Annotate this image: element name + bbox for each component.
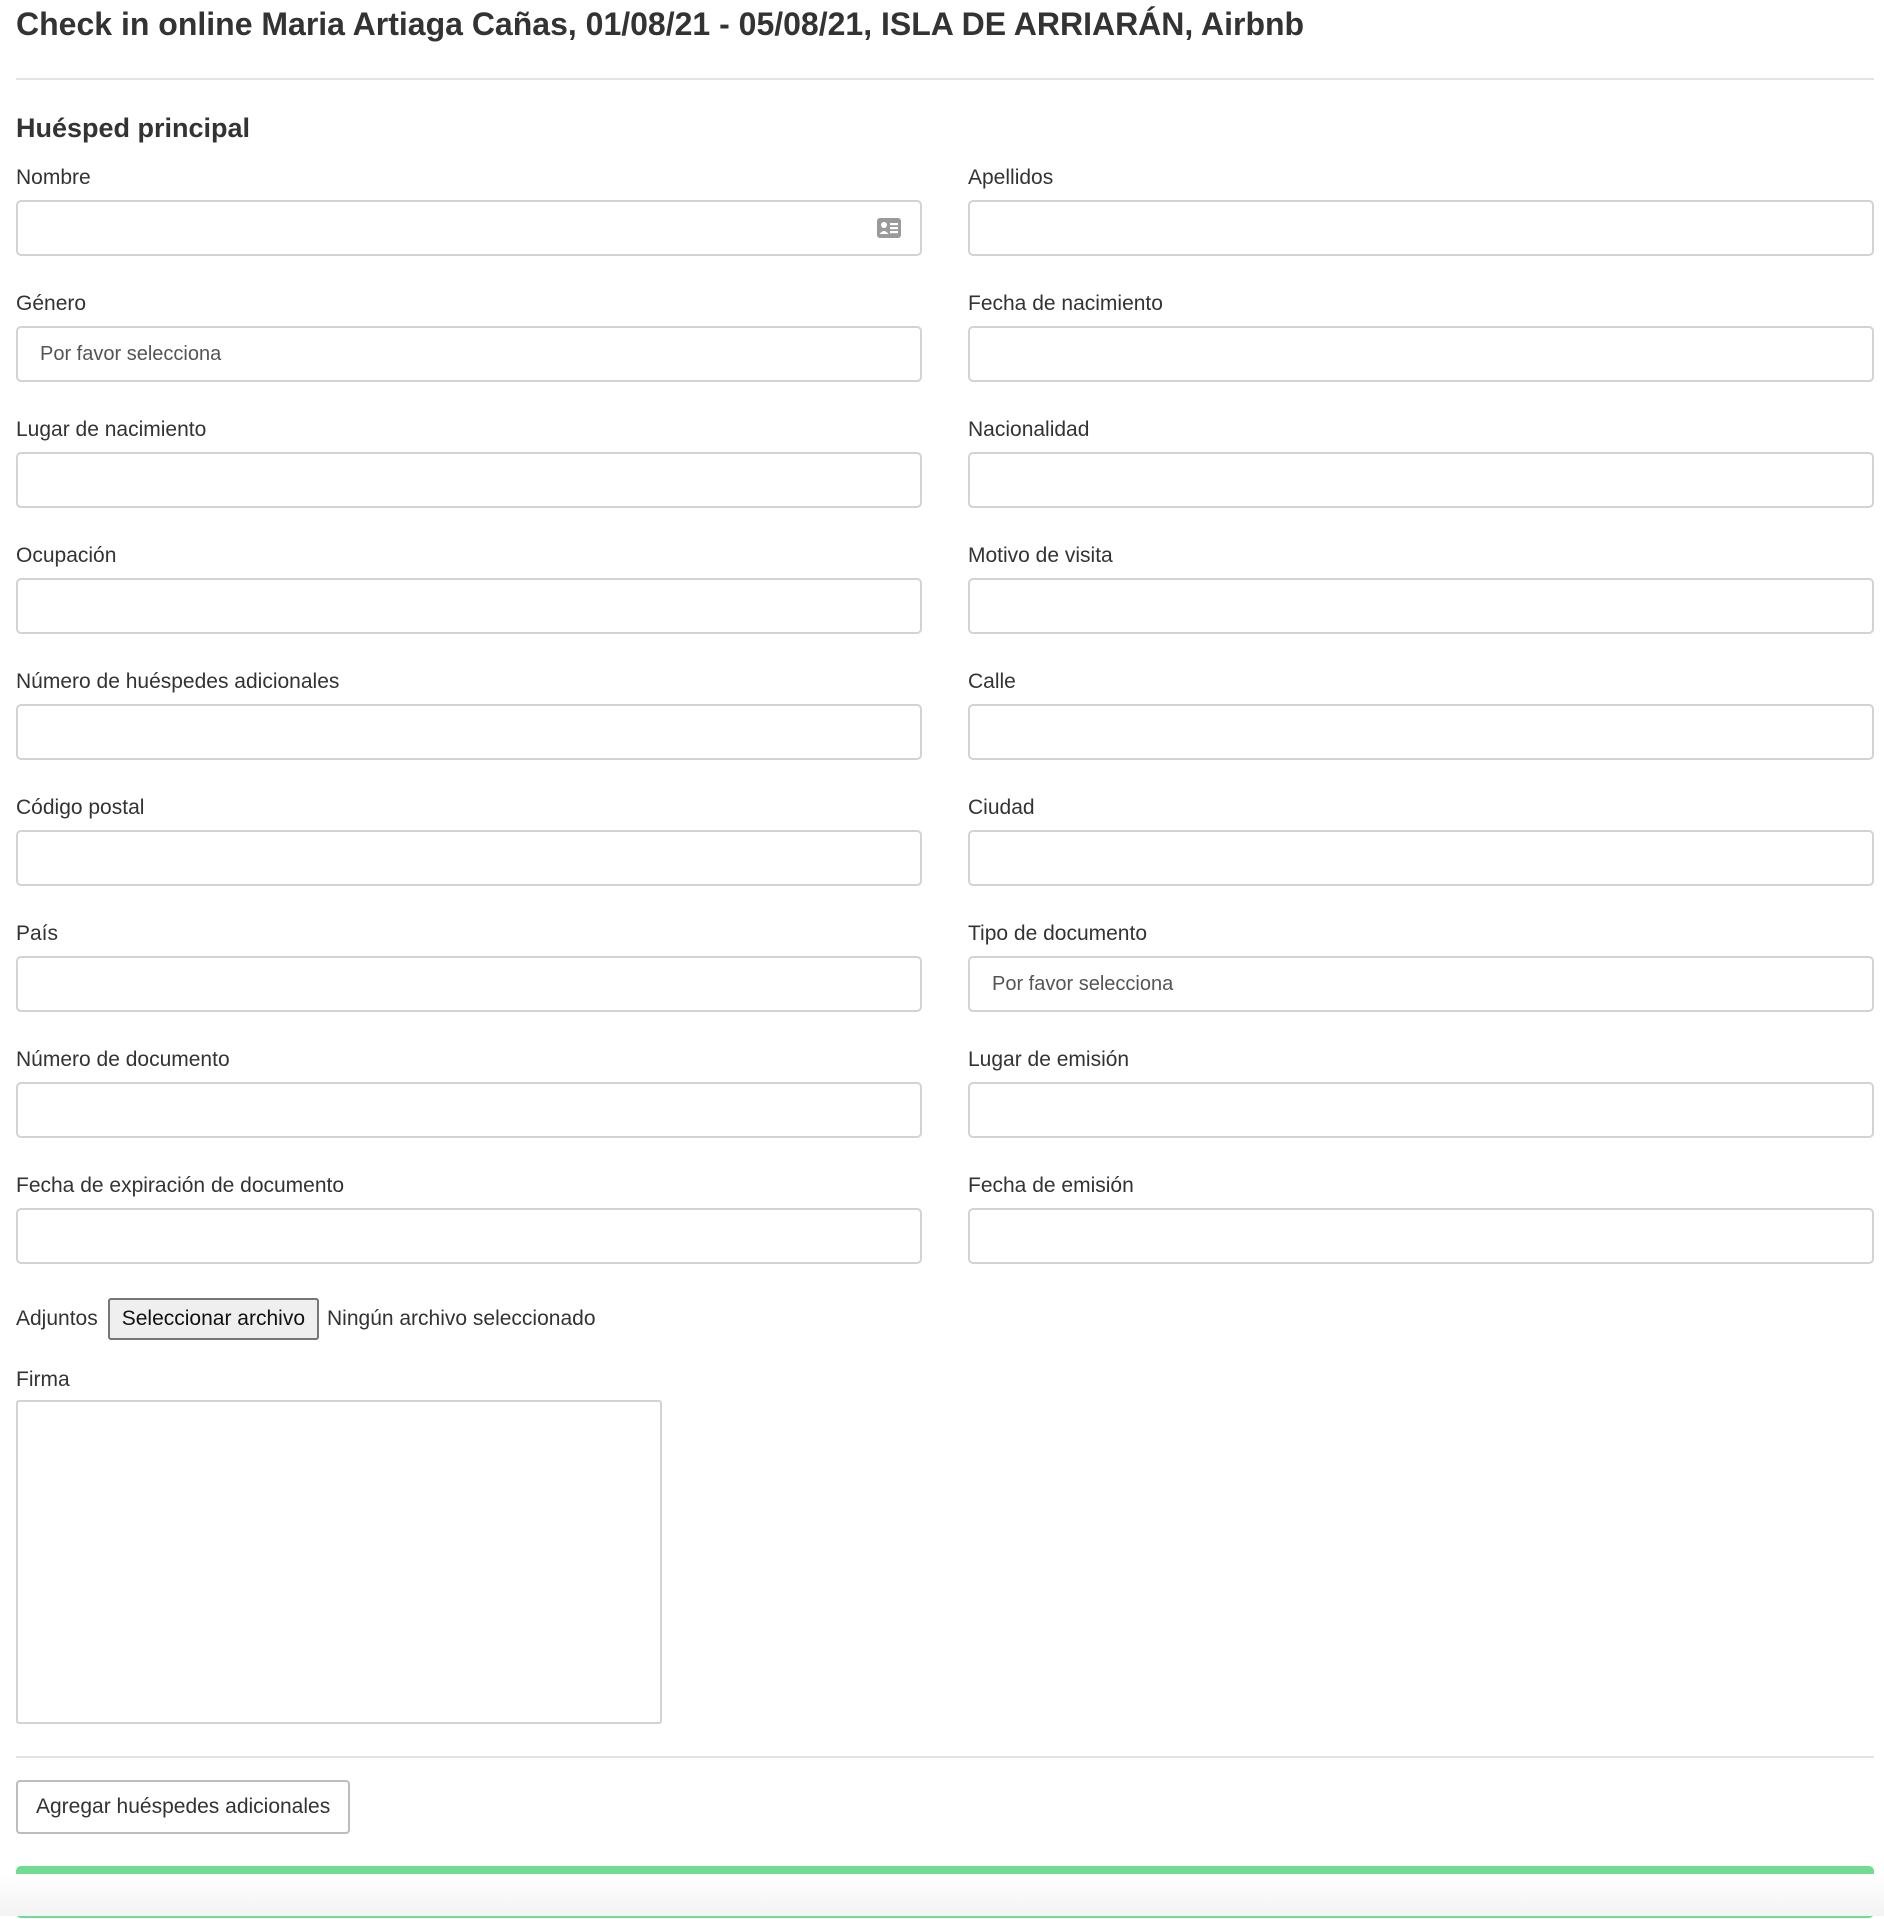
genero-label: Género: [16, 292, 87, 315]
ciudad-input[interactable]: [970, 832, 1872, 884]
attachments-row: [16, 1298, 1874, 1340]
tipo-documento-selected-value: Por favor selecciona: [992, 973, 1174, 995]
lugar-nacimiento-label: Lugar de nacimiento: [16, 418, 207, 441]
motivo-visita-input[interactable]: [970, 580, 1872, 632]
tipo-documento-select[interactable]: [968, 956, 1874, 1012]
apellidos-input-wrapper: [968, 200, 1874, 256]
fecha-nacimiento-input[interactable]: [970, 328, 1872, 380]
calle-input[interactable]: [970, 706, 1872, 758]
field-lugar-nacimiento: [16, 416, 922, 508]
select-file-button[interactable]: Seleccionar archivo: [108, 1298, 319, 1340]
fecha-expiracion-input-wrapper: [16, 1208, 922, 1264]
field-codigo-postal: [16, 794, 922, 886]
lugar-emision-input[interactable]: [970, 1084, 1872, 1136]
pais-label: País: [16, 922, 59, 945]
add-guests-button[interactable]: Agregar huéspedes adicionales: [16, 1780, 350, 1834]
field-genero: [16, 290, 922, 382]
attachments-label: Adjuntos: [16, 1307, 98, 1330]
section-title-main-guest: Huésped principal: [16, 113, 251, 143]
codigo-postal-label: Código postal: [16, 796, 145, 819]
tipo-documento-label: Tipo de documento: [968, 922, 1148, 945]
calle-label: Calle: [968, 670, 1016, 693]
field-ciudad: [968, 794, 1874, 886]
apellidos-input[interactable]: [970, 202, 1872, 254]
nacionalidad-input[interactable]: [970, 454, 1872, 506]
fecha-expiracion-label: Fecha de expiración de documento: [16, 1174, 345, 1197]
signature-label: Firma: [16, 1368, 70, 1391]
numero-documento-input-wrapper: [16, 1082, 922, 1138]
nombre-label: Nombre: [16, 166, 91, 189]
nacionalidad-input-wrapper: [968, 452, 1874, 508]
field-numero-documento: [16, 1046, 922, 1138]
fecha-emision-label: Fecha de emisión: [968, 1174, 1134, 1197]
footer-divider: [16, 1756, 1874, 1758]
nombre-input[interactable]: [18, 202, 920, 254]
codigo-postal-input[interactable]: [18, 832, 920, 884]
signature-pad[interactable]: [16, 1400, 662, 1724]
nombre-input-wrapper: [16, 200, 922, 256]
file-status-text: Ningún archivo seleccionado: [327, 1307, 596, 1330]
field-motivo-visita: [968, 542, 1874, 634]
checkin-page: [16, 0, 1874, 1918]
calle-input-wrapper: [968, 704, 1874, 760]
numero-documento-input[interactable]: [18, 1084, 920, 1136]
lugar-emision-label: Lugar de emisión: [968, 1048, 1130, 1071]
ocupacion-label: Ocupación: [16, 544, 117, 567]
fecha-emision-input-wrapper: [968, 1208, 1874, 1264]
field-num-huespedes: [16, 668, 922, 760]
field-lugar-emision: [968, 1046, 1874, 1138]
ocupacion-input[interactable]: [18, 580, 920, 632]
genero-selected-value: Por favor selecciona: [40, 343, 222, 365]
codigo-postal-input-wrapper: [16, 830, 922, 886]
lugar-emision-input-wrapper: [968, 1082, 1874, 1138]
field-apellidos: [968, 164, 1874, 256]
num-huespedes-input-wrapper: [16, 704, 922, 760]
field-tipo-documento: [968, 920, 1874, 1012]
id-card-icon[interactable]: [876, 217, 902, 239]
field-nacionalidad: [968, 416, 1874, 508]
numero-documento-label: Número de documento: [16, 1048, 230, 1071]
motivo-visita-input-wrapper: [968, 578, 1874, 634]
guest-form-grid: [16, 164, 1874, 1264]
pais-input[interactable]: [18, 958, 920, 1010]
ciudad-label: Ciudad: [968, 796, 1035, 819]
genero-select[interactable]: [16, 326, 922, 382]
apellidos-label: Apellidos: [968, 166, 1054, 189]
field-calle: [968, 668, 1874, 760]
fecha-nacimiento-input-wrapper: [968, 326, 1874, 382]
field-ocupacion: [16, 542, 922, 634]
field-fecha-emision: [968, 1172, 1874, 1264]
lugar-nacimiento-input[interactable]: [18, 454, 920, 506]
header-divider: [16, 78, 1874, 80]
lugar-nacimiento-input-wrapper: [16, 452, 922, 508]
num-huespedes-input[interactable]: [18, 706, 920, 758]
field-pais: [16, 920, 922, 1012]
fecha-expiracion-input[interactable]: [18, 1210, 920, 1262]
field-fecha-nacimiento: [968, 290, 1874, 382]
pais-input-wrapper: [16, 956, 922, 1012]
page-title: Check in online Maria Artiaga Cañas, 01/08/21 - 05/08/21, ISLA DE ARRIARÁN, Airbnb: [16, 6, 1305, 42]
field-fecha-expiracion: [16, 1172, 922, 1264]
fecha-emision-input[interactable]: [970, 1210, 1872, 1262]
ocupacion-input-wrapper: [16, 578, 922, 634]
nacionalidad-label: Nacionalidad: [968, 418, 1090, 441]
num-huespedes-label: Número de huéspedes adicionales: [16, 670, 340, 693]
motivo-visita-label: Motivo de visita: [968, 544, 1113, 567]
bottom-shade: [0, 1874, 1884, 1916]
fecha-nacimiento-label: Fecha de nacimiento: [968, 292, 1163, 315]
ciudad-input-wrapper: [968, 830, 1874, 886]
field-nombre: [16, 164, 922, 256]
signature-block: [16, 1366, 1874, 1724]
